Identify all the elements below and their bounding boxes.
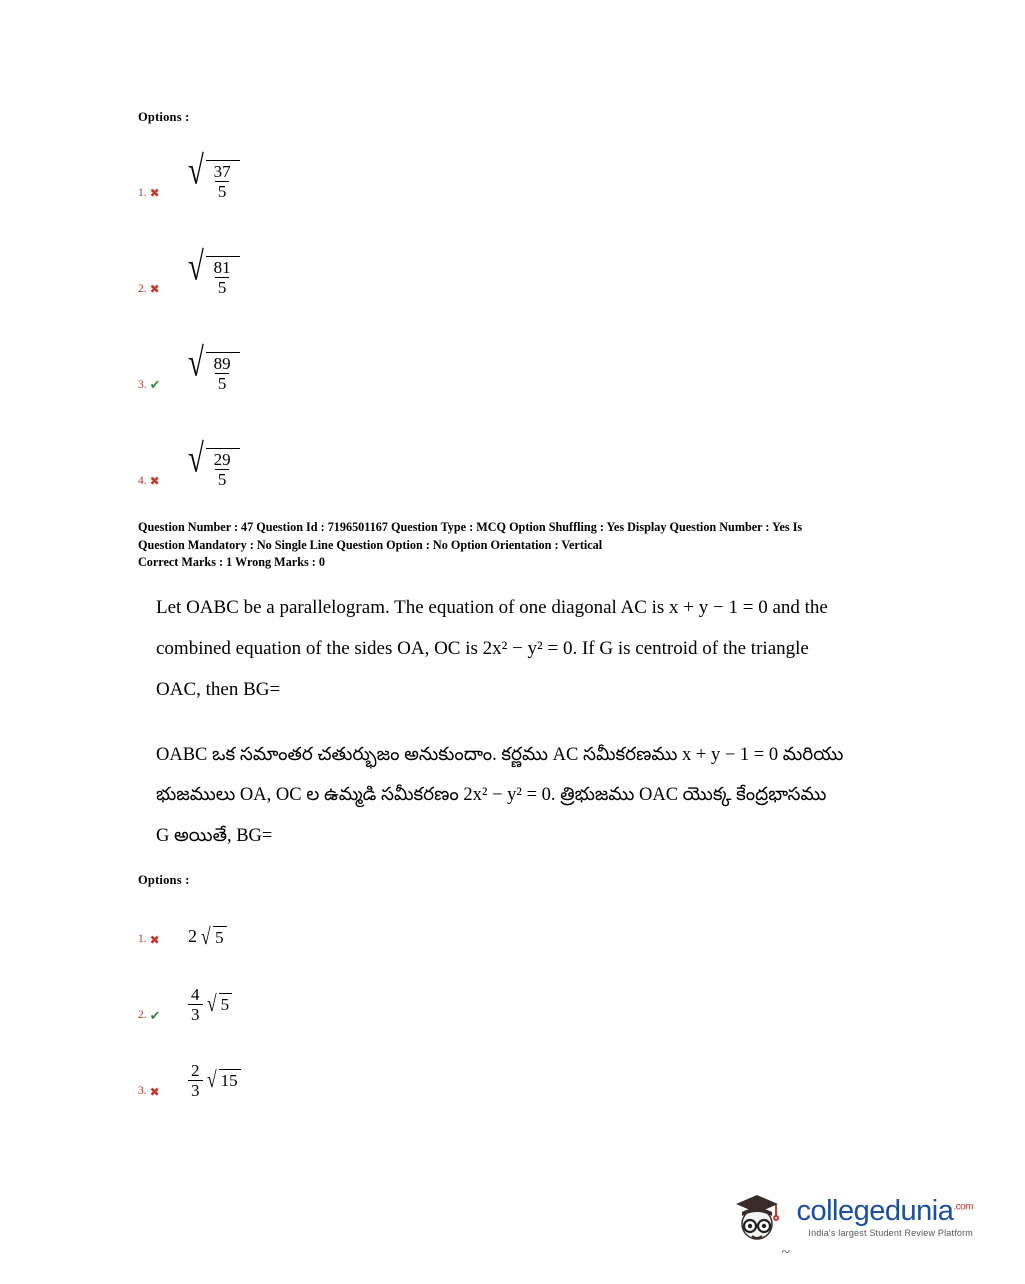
fraction-denominator: 3 <box>188 1080 203 1100</box>
option-number: 2. <box>138 1009 147 1022</box>
list-item[interactable] <box>138 948 898 1024</box>
question-meta-line-3: Correct Marks : 1 Wrong Marks : 0 <box>138 555 325 570</box>
correct-icon: ✔ <box>149 377 161 392</box>
radicand <box>206 160 240 201</box>
list-item[interactable] <box>138 393 898 489</box>
fraction-numerator: 4 <box>191 984 200 1004</box>
option-number: 3. <box>138 378 147 391</box>
option-marker <box>138 187 172 201</box>
fraction <box>188 1061 203 1100</box>
sqrt-expression <box>188 245 240 297</box>
sqrt-expression <box>188 341 240 393</box>
option-marker <box>138 1009 172 1024</box>
radicand <box>206 256 240 297</box>
options-list-question-46 <box>138 131 898 489</box>
radicand: 5 <box>213 926 227 948</box>
question-meta-line-2: Question Mandatory : No Single Line Question Option : No Option Orientation : Vertical <box>138 537 603 552</box>
fraction-numerator: 37 <box>213 161 231 181</box>
radical-icon: √ <box>188 437 204 481</box>
fraction <box>188 985 203 1024</box>
radical-icon: √ <box>206 989 217 1017</box>
radical-icon: √ <box>188 245 204 289</box>
radicand: 5 <box>219 993 233 1015</box>
fraction-denominator: 3 <box>188 1004 203 1024</box>
page-content <box>138 110 898 1100</box>
collegedunia-logo <box>728 1188 973 1246</box>
option-content <box>172 341 898 393</box>
question-line-telugu: G అయితే, BG= <box>156 825 273 846</box>
option-content <box>172 1060 898 1100</box>
fraction-sqrt-expression <box>188 1061 241 1100</box>
logo-name: collegedunia <box>796 1194 954 1227</box>
list-item[interactable] <box>138 201 898 297</box>
page-artifact: ~ <box>781 1244 790 1261</box>
logo-suffix: .com <box>953 1200 973 1212</box>
radical-icon: √ <box>188 341 204 385</box>
fraction <box>211 450 234 489</box>
option-marker <box>138 934 172 948</box>
fraction <box>211 162 234 201</box>
fraction-sqrt-expression <box>188 985 232 1024</box>
list-item[interactable] <box>138 131 898 201</box>
options-list-question-47 <box>138 894 898 1100</box>
option-marker <box>138 283 172 297</box>
sqrt-expression <box>188 437 240 489</box>
fraction-numerator: 81 <box>213 257 231 277</box>
option-number: 3. <box>138 1085 147 1098</box>
sqrt-expression <box>206 1065 241 1093</box>
fraction-denominator: 5 <box>215 469 230 489</box>
option-number: 4. <box>138 474 147 487</box>
option-content <box>172 245 898 297</box>
radical-icon: √ <box>201 922 211 949</box>
wrong-icon: ✖ <box>149 1084 160 1099</box>
question-metadata <box>138 519 873 572</box>
question-line: Let OABC be a parallelogram. The equation of one diagonal AC is x + y − 1 = 0 and the <box>156 597 828 619</box>
radical-icon: √ <box>188 149 204 193</box>
option-number: 1. <box>138 186 147 199</box>
question-line: OAC, then BG= <box>156 678 281 700</box>
fraction-numerator: 2 <box>191 1060 200 1080</box>
logo-wordmark <box>796 1194 973 1227</box>
wrong-icon: ✖ <box>149 186 160 200</box>
radical-icon: √ <box>206 1065 217 1093</box>
fraction-denominator: 5 <box>215 373 230 393</box>
question-text-english <box>138 588 886 711</box>
options-label-1: Options : <box>138 110 190 124</box>
coefficient: 2 <box>188 926 197 947</box>
logo-text <box>796 1194 973 1238</box>
sqrt-expression <box>206 989 233 1017</box>
fraction-denominator: 5 <box>215 277 230 297</box>
sqrt-expression <box>201 922 227 949</box>
options-label-2: Options : <box>138 872 190 887</box>
question-line-telugu: భుజములు OA, OC ల ఉమ్మడి సమీకరణం 2x² − y² = 0. త్రిభుజము OAC యొక్క కేంద్రభాసము <box>156 785 827 806</box>
coefficient-sqrt-expression <box>188 922 227 949</box>
question-text-telugu <box>138 735 886 857</box>
wrong-icon: ✖ <box>149 282 160 296</box>
option-number: 2. <box>138 282 147 295</box>
list-item[interactable] <box>138 297 898 393</box>
fraction-denominator: 5 <box>215 181 230 201</box>
question-meta-line-1: Question Number : 47 Question Id : 7196501167 Question Type : MCQ Option Shuffling : Yes Display Question Number : Yes Is <box>138 520 803 534</box>
correct-icon: ✔ <box>149 1007 161 1023</box>
sqrt-expression <box>188 149 240 201</box>
option-number: 1. <box>138 933 147 946</box>
fraction <box>211 354 234 393</box>
option-marker <box>138 475 172 489</box>
list-item[interactable] <box>138 1024 898 1100</box>
radicand: 15 <box>219 1069 241 1091</box>
logo-tagline: India's largest Student Review Platform <box>808 1227 973 1238</box>
radicand <box>206 352 240 393</box>
option-content <box>172 984 898 1024</box>
wrong-icon: ✖ <box>149 932 160 947</box>
radicand <box>206 448 240 489</box>
question-line: combined equation of the sides OA, OC is 2x² − y² = 0. If G is centroid of the triangle <box>156 637 809 659</box>
option-content <box>172 149 898 201</box>
wrong-icon: ✖ <box>149 474 160 488</box>
fraction <box>211 258 234 297</box>
graduate-mascot-icon <box>728 1188 786 1246</box>
option-content <box>172 437 898 489</box>
option-marker <box>138 378 172 393</box>
fraction-numerator: 29 <box>213 449 231 469</box>
fraction-numerator: 89 <box>213 353 231 373</box>
option-content <box>172 922 898 949</box>
list-item[interactable] <box>138 894 898 948</box>
option-marker <box>138 1086 172 1100</box>
question-line-telugu: OABC ఒక సమాంతర చతుర్భుజం అనుకుందాం. కర్ణము AC సమీకరణము x + y − 1 = 0 మరియు <box>156 744 844 765</box>
